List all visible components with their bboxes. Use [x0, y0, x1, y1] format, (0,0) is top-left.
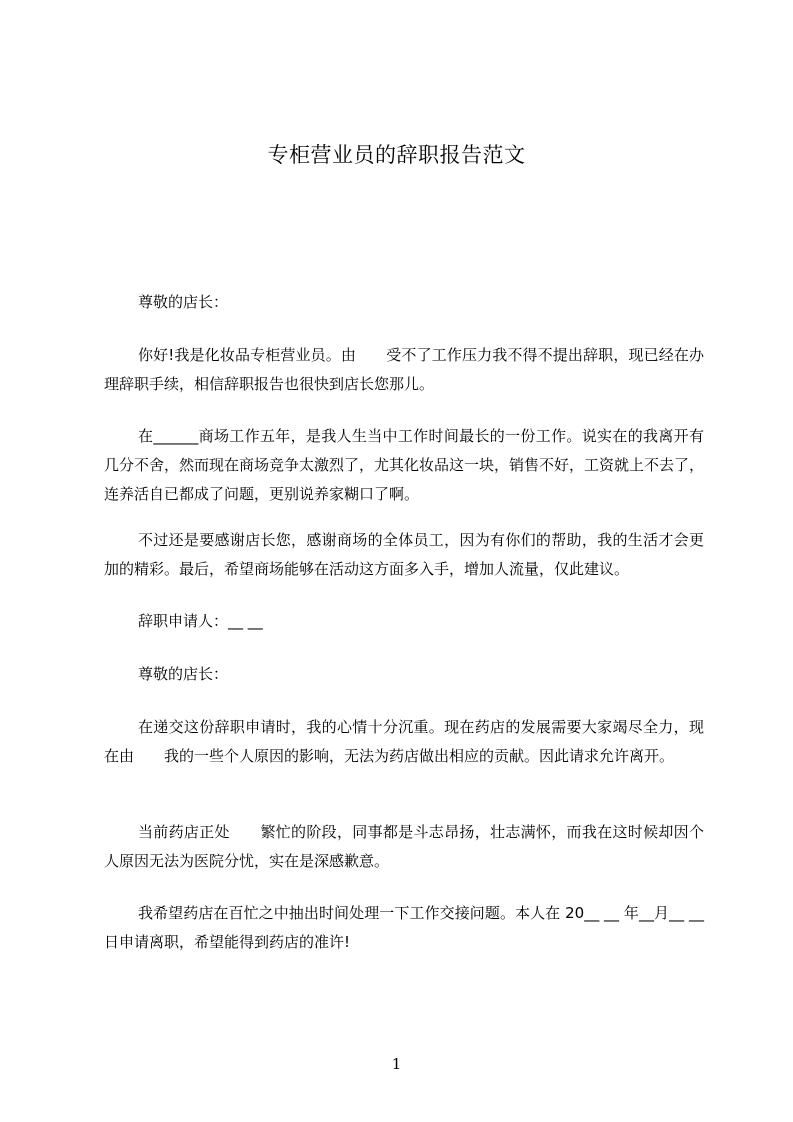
document-title: 专柜营业员的辞职报告范文	[267, 143, 526, 167]
paragraph-resignation-request: 在递交这份辞职申请时，我的心情十分沉重。现在药店的发展需要大家竭尽全力，现在由 我的一些个人原因的影响，无法为药店做出相应的贡献。因此请求允许离开。	[104, 718, 704, 765]
salutation-2: 尊敬的店长：	[138, 665, 229, 683]
paragraph-intro: 你好!我是化妆品专柜营业员。由 受不了工作压力我不得不提出辞职，现已经在办理辞职手续，相信辞职报告也很快到店长您那儿。	[104, 346, 704, 393]
paragraph-handover: 我希望药店在百忙之中抽出时间处理一下工作交接问题。本人在 20__ __ 年__月__ __ 日申请离职，希望能得到药店的准许!	[104, 904, 704, 951]
paragraph-thanks: 不过还是要感谢店长您，感谢商场的全体员工，因为有你们的帮助，我的生活才会更加的精彩。最后，希望商场能够在活动这方面多入手，增加人流量，仅此建议。	[104, 531, 704, 578]
paragraph-apology: 当前药店正处 繁忙的阶段，同事都是斗志昂扬，壮志满怀，而我在这时候却因个人原因无法为医院分忧，实在是深感歉意。	[104, 823, 704, 870]
salutation-1: 尊敬的店长：	[138, 293, 229, 311]
applicant-signature: 辞职申请人：__ __	[138, 612, 263, 630]
page-number: 1	[391, 1055, 402, 1073]
paragraph-mall-work: 在______商场工作五年，是我人生当中工作时间最长的一份工作。说实在的我离开有几分不舍，然而现在商场竞争太激烈了，尤其化妆品这一块，销售不好，工资就上不去了，连养活自已都成了问题，更别说养家糊口了啊。	[104, 427, 705, 503]
